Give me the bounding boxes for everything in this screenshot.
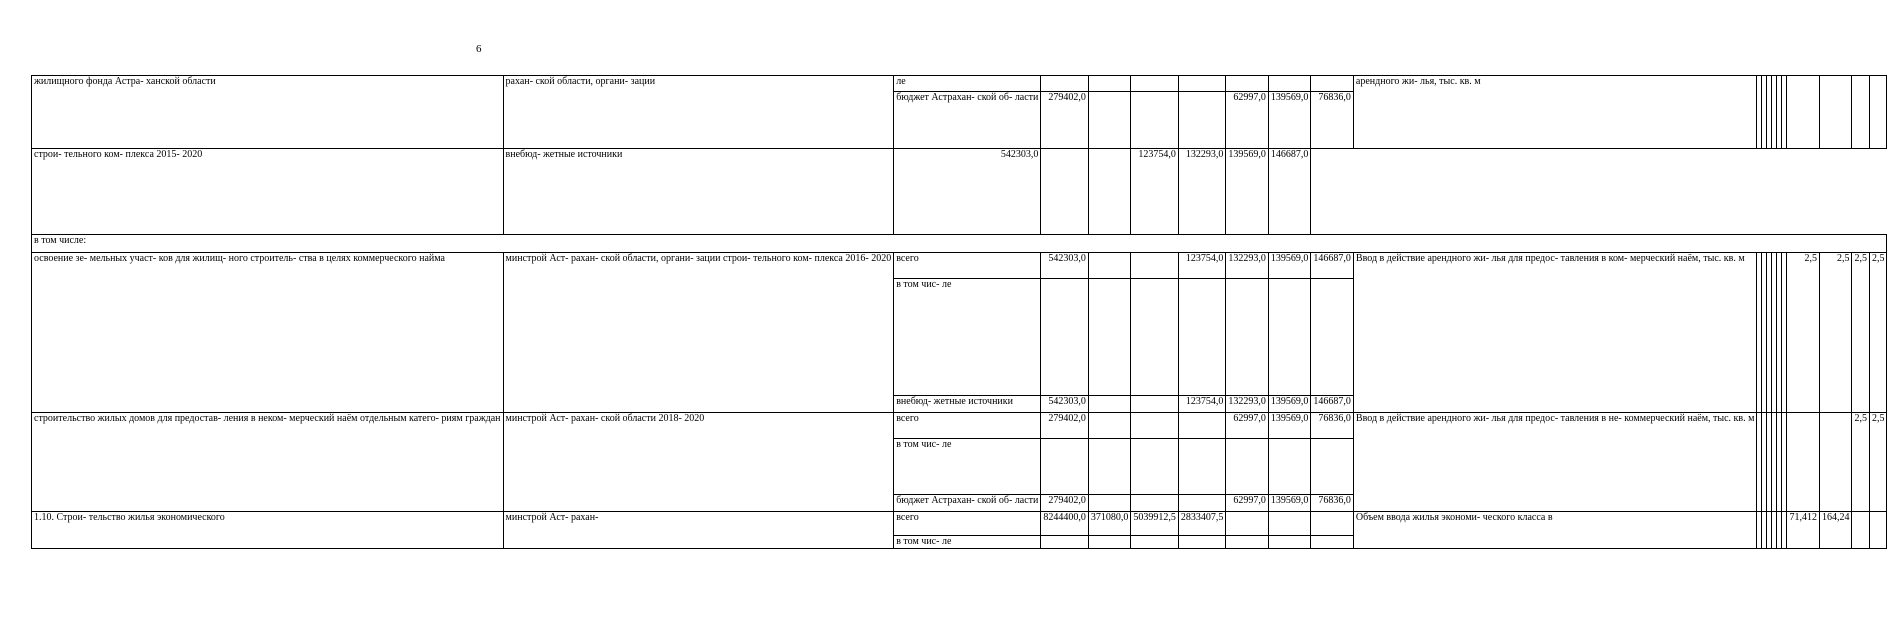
indicator-value-cell	[1787, 413, 1820, 512]
indicator-value-cell	[1852, 512, 1870, 549]
amount-cell	[1041, 279, 1089, 396]
indicator-value-cell: 2,5	[1852, 413, 1870, 512]
amount-cell	[1311, 279, 1354, 396]
amount-cell: 139569,0	[1268, 495, 1311, 512]
executor-cell: минстрой Аст- рахан- ской области 2018- 2020	[503, 413, 894, 512]
indicator-value-cell: 2,5	[1787, 253, 1820, 413]
amount-cell: 139569,0	[1268, 413, 1311, 439]
indicator-value-cell	[1819, 76, 1852, 149]
amount-cell: 139569,0	[1268, 396, 1311, 413]
indicator-value-cell	[1869, 512, 1887, 549]
executor-cell: строи- тельного ком- плекса 2015- 2020	[32, 149, 504, 235]
indicator-name-cell: Объем ввода жилья экономи- ческого класса в	[1353, 512, 1757, 549]
amount-cell: 542303,0	[1041, 396, 1089, 413]
indicator-value-cell: 2,5	[1869, 253, 1887, 413]
funding-source-cell: в том чис- ле	[894, 536, 1041, 549]
funding-source-cell: всего	[894, 413, 1041, 439]
amount-cell: 139569,0	[1268, 92, 1311, 149]
indicator-value-cell: 2,5	[1869, 413, 1887, 512]
amount-cell: 62997,0	[1226, 495, 1269, 512]
section-label: в том числе:	[32, 235, 1887, 253]
amount-cell	[1311, 536, 1354, 549]
amount-cell	[1226, 536, 1269, 549]
amount-cell	[1178, 536, 1226, 549]
funding-source-cell: внебюд- жетные источники	[894, 396, 1041, 413]
executor-cell: минстрой Аст- рахан-	[503, 512, 894, 549]
funding-source-cell: внебюд- жетные источники	[503, 149, 894, 235]
amount-cell: 279402,0	[1041, 495, 1089, 512]
amount-cell	[1041, 536, 1089, 549]
amount-cell	[1268, 279, 1311, 396]
amount-cell	[1131, 396, 1179, 413]
amount-cell	[1088, 536, 1131, 549]
amount-cell	[1088, 396, 1131, 413]
amount-cell	[1131, 92, 1179, 149]
amount-cell: 62997,0	[1226, 413, 1269, 439]
table-row	[32, 149, 1887, 235]
amount-cell	[1178, 279, 1226, 396]
amount-cell: 146687,0	[1311, 253, 1354, 279]
table-row	[32, 512, 1887, 536]
amount-cell: 371080,0	[1088, 512, 1131, 536]
amount-cell: 132293,0	[1226, 253, 1269, 279]
amount-cell	[1178, 76, 1226, 92]
amount-cell: 123754,0	[1178, 396, 1226, 413]
indicator-value-cell	[1852, 76, 1870, 149]
executor-cell: минстрой Аст- рахан- ской области, органи- зации строи- тельного ком- плекса 2016- 2020	[503, 253, 894, 413]
amount-cell	[1088, 495, 1131, 512]
amount-cell: 62997,0	[1226, 92, 1269, 149]
amount-cell	[1131, 253, 1179, 279]
table-row	[32, 76, 1887, 92]
indicator-value-cell: 2,5	[1819, 253, 1852, 413]
amount-cell: 76836,0	[1311, 413, 1354, 439]
event-name-cell: освоение зе- мельных участ- ков для жилищ- ного строитель- ства в целях коммерческого найма	[32, 253, 504, 413]
amount-cell: 146687,0	[1268, 149, 1311, 235]
funding-source-cell: всего	[894, 512, 1041, 536]
executor-cell: рахан- ской области, органи- зации	[503, 76, 894, 149]
amount-cell	[1088, 92, 1131, 149]
amount-cell	[1268, 536, 1311, 549]
amount-cell: 542303,0	[894, 149, 1041, 235]
table-row	[32, 235, 1887, 253]
amount-cell	[1088, 413, 1131, 439]
amount-cell	[1268, 439, 1311, 495]
amount-cell: 542303,0	[1041, 253, 1089, 279]
funding-source-cell: всего	[894, 253, 1041, 279]
table-row	[32, 413, 1887, 439]
amount-cell	[1178, 92, 1226, 149]
amount-cell: 139569,0	[1226, 149, 1269, 235]
page-number: 6	[476, 43, 482, 55]
event-name-cell: 1.10. Строи- тельство жилья экономического	[32, 512, 504, 549]
event-name-cell: строительство жилых домов для предостав- ления в неком- мерческий наём отдельным катего- риям граждан	[32, 413, 504, 512]
funding-source-cell: ле	[894, 76, 1041, 92]
amount-cell	[1268, 76, 1311, 92]
amount-cell: 146687,0	[1311, 396, 1354, 413]
amount-cell	[1226, 439, 1269, 495]
amount-cell	[1131, 76, 1179, 92]
amount-cell: 139569,0	[1268, 253, 1311, 279]
amount-cell	[1178, 439, 1226, 495]
amount-cell	[1178, 495, 1226, 512]
amount-cell	[1131, 279, 1179, 396]
indicator-value-cell: 71,412	[1787, 512, 1820, 549]
amount-cell	[1041, 76, 1089, 92]
indicator-value-cell	[1787, 76, 1820, 149]
amount-cell: 76836,0	[1311, 92, 1354, 149]
amount-cell	[1226, 512, 1269, 536]
table-row	[32, 253, 1887, 279]
amount-cell: 76836,0	[1311, 495, 1354, 512]
event-name-cell: жилищного фонда Астра- ханской области	[32, 76, 504, 149]
amount-cell	[1088, 149, 1131, 235]
funding-source-cell: бюджет Астрахан- ской об- ласти	[894, 495, 1041, 512]
amount-cell	[1088, 76, 1131, 92]
amount-cell: 8244400,0	[1041, 512, 1089, 536]
amount-cell	[1311, 439, 1354, 495]
amount-cell	[1226, 76, 1269, 92]
amount-cell: 279402,0	[1041, 413, 1089, 439]
amount-cell: 132293,0	[1226, 396, 1269, 413]
amount-cell: 2833407,5	[1178, 512, 1226, 536]
funding-source-cell: бюджет Астрахан- ской об- ласти	[894, 92, 1041, 149]
amount-cell: 5039912,5	[1131, 512, 1179, 536]
indicator-value-cell	[1819, 413, 1852, 512]
amount-cell: 132293,0	[1178, 149, 1226, 235]
amount-cell	[1041, 149, 1089, 235]
amount-cell	[1311, 512, 1354, 536]
indicator-name-cell: арендного жи- лья, тыс. кв. м	[1353, 76, 1757, 149]
amount-cell: 123754,0	[1131, 149, 1179, 235]
indicator-value-cell: 164,24	[1819, 512, 1852, 549]
indicator-value-cell: 2,5	[1852, 253, 1870, 413]
amount-cell: 123754,0	[1178, 253, 1226, 279]
amount-cell	[1088, 439, 1131, 495]
amount-cell: 279402,0	[1041, 92, 1089, 149]
funding-source-cell: в том чис- ле	[894, 279, 1041, 396]
amount-cell	[1268, 512, 1311, 536]
amount-cell	[1226, 279, 1269, 396]
amount-cell	[1311, 76, 1354, 92]
amount-cell	[1131, 413, 1179, 439]
program-table	[31, 75, 1887, 549]
indicator-name-cell: Ввод в действие арендного жи- лья для предос- тавления в не- коммерческий наём, тыс. кв. м	[1353, 413, 1757, 512]
amount-cell	[1131, 536, 1179, 549]
amount-cell	[1041, 439, 1089, 495]
amount-cell	[1131, 439, 1179, 495]
funding-source-cell: в том чис- ле	[894, 439, 1041, 495]
amount-cell	[1131, 495, 1179, 512]
indicator-value-cell	[1869, 76, 1887, 149]
indicator-name-cell: Ввод в действие арендного жи- лья для предос- тавления в ком- мерческий наём, тыс. кв. м	[1353, 253, 1757, 413]
amount-cell	[1088, 253, 1131, 279]
amount-cell	[1178, 413, 1226, 439]
amount-cell	[1088, 279, 1131, 396]
